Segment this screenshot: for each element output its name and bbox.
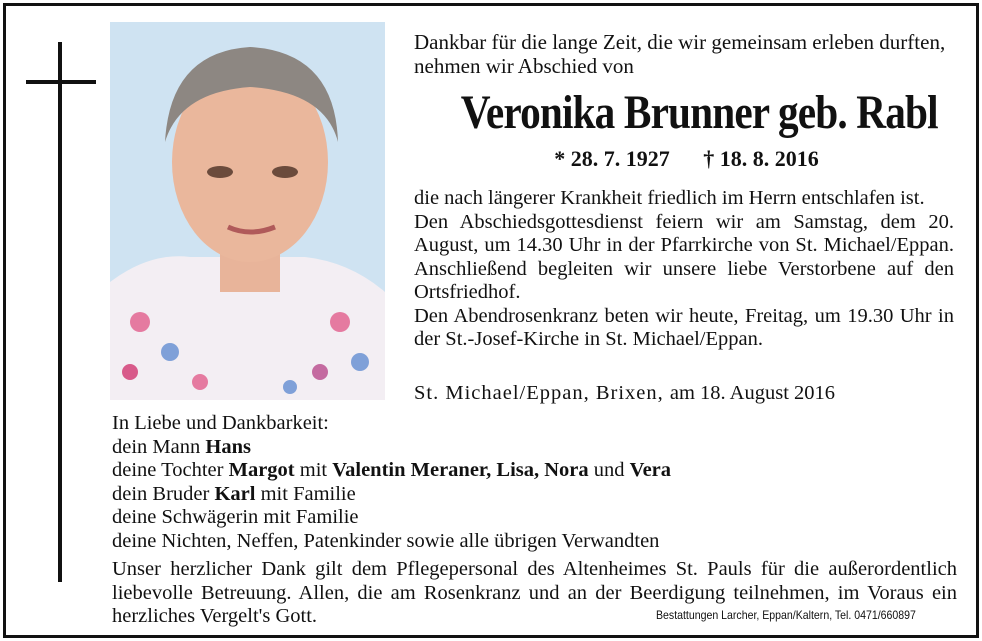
deceased-name: Veronika Brunner geb. Rabl	[460, 86, 938, 139]
rosary-text: Den Abendrosenkranz beten wir heute, Freitag, um 19.30 Uhr in der St.-Josef-Kirche in St. Michael/Eppan.	[414, 304, 954, 350]
passing-text: die nach längerer Krankheit friedlich im Herrn entschlafen ist.	[414, 187, 925, 209]
mourner-brother: dein Bruder Karl mit Familie	[112, 482, 356, 505]
mourners-list	[112, 412, 872, 553]
date: am 18. August 2016	[669, 382, 836, 404]
notice-body	[414, 187, 954, 352]
place-date-line	[414, 382, 954, 405]
funeral-home-credit: Bestattungen Larcher, Eppan/Kaltern, Tel. 0471/660897	[656, 608, 916, 622]
mourner-others: deine Nichten, Neffen, Patenkinder sowie alle übrigen Verwandten	[112, 529, 660, 552]
mourner-husband: dein Mann Hans	[112, 435, 251, 458]
birth-date: * 28. 7. 1927	[554, 146, 670, 171]
cross-icon	[58, 42, 62, 582]
portrait-photo	[110, 22, 385, 400]
portrait-illustration	[110, 22, 385, 400]
mourners-heading: In Liebe und Dankbarkeit:	[112, 412, 329, 434]
life-dates	[414, 146, 959, 172]
intro-text: Dankbar für die lange Zeit, die wir gemeinsam erleben durften, nehmen wir Abschied von	[414, 30, 946, 78]
mourner-daughter: deine Tochter Margot mit Valentin Meraner, Lisa, Nora und Vera	[112, 459, 672, 481]
place: St. Michael/Eppan, Brixen,	[414, 382, 664, 404]
death-date: † 18. 8. 2016	[703, 146, 819, 171]
thanks-text: Unser herzlicher Dank gilt dem Pflegepersonal des Altenheimes St. Pauls für die außerordentlich liebevolle Betreuung. Allen, die am Rosenkranz und an der Beerdigung teilnehmen, im Voraus ein herzliches Vergelt's Gott.	[112, 558, 957, 627]
funeral-service-text: Den Abschiedsgottesdienst feiern wir am Samstag, dem 20. August, um 14.30 Uhr in der Pfarrkirche von St. Michael/Eppan. Anschließend begleiten wir unsere liebe Verstorbene auf den Ortsfriedhof.	[414, 210, 954, 303]
mourner-sister-in-law: deine Schwägerin mit Familie	[112, 506, 359, 528]
cross-icon-bar	[26, 80, 96, 84]
